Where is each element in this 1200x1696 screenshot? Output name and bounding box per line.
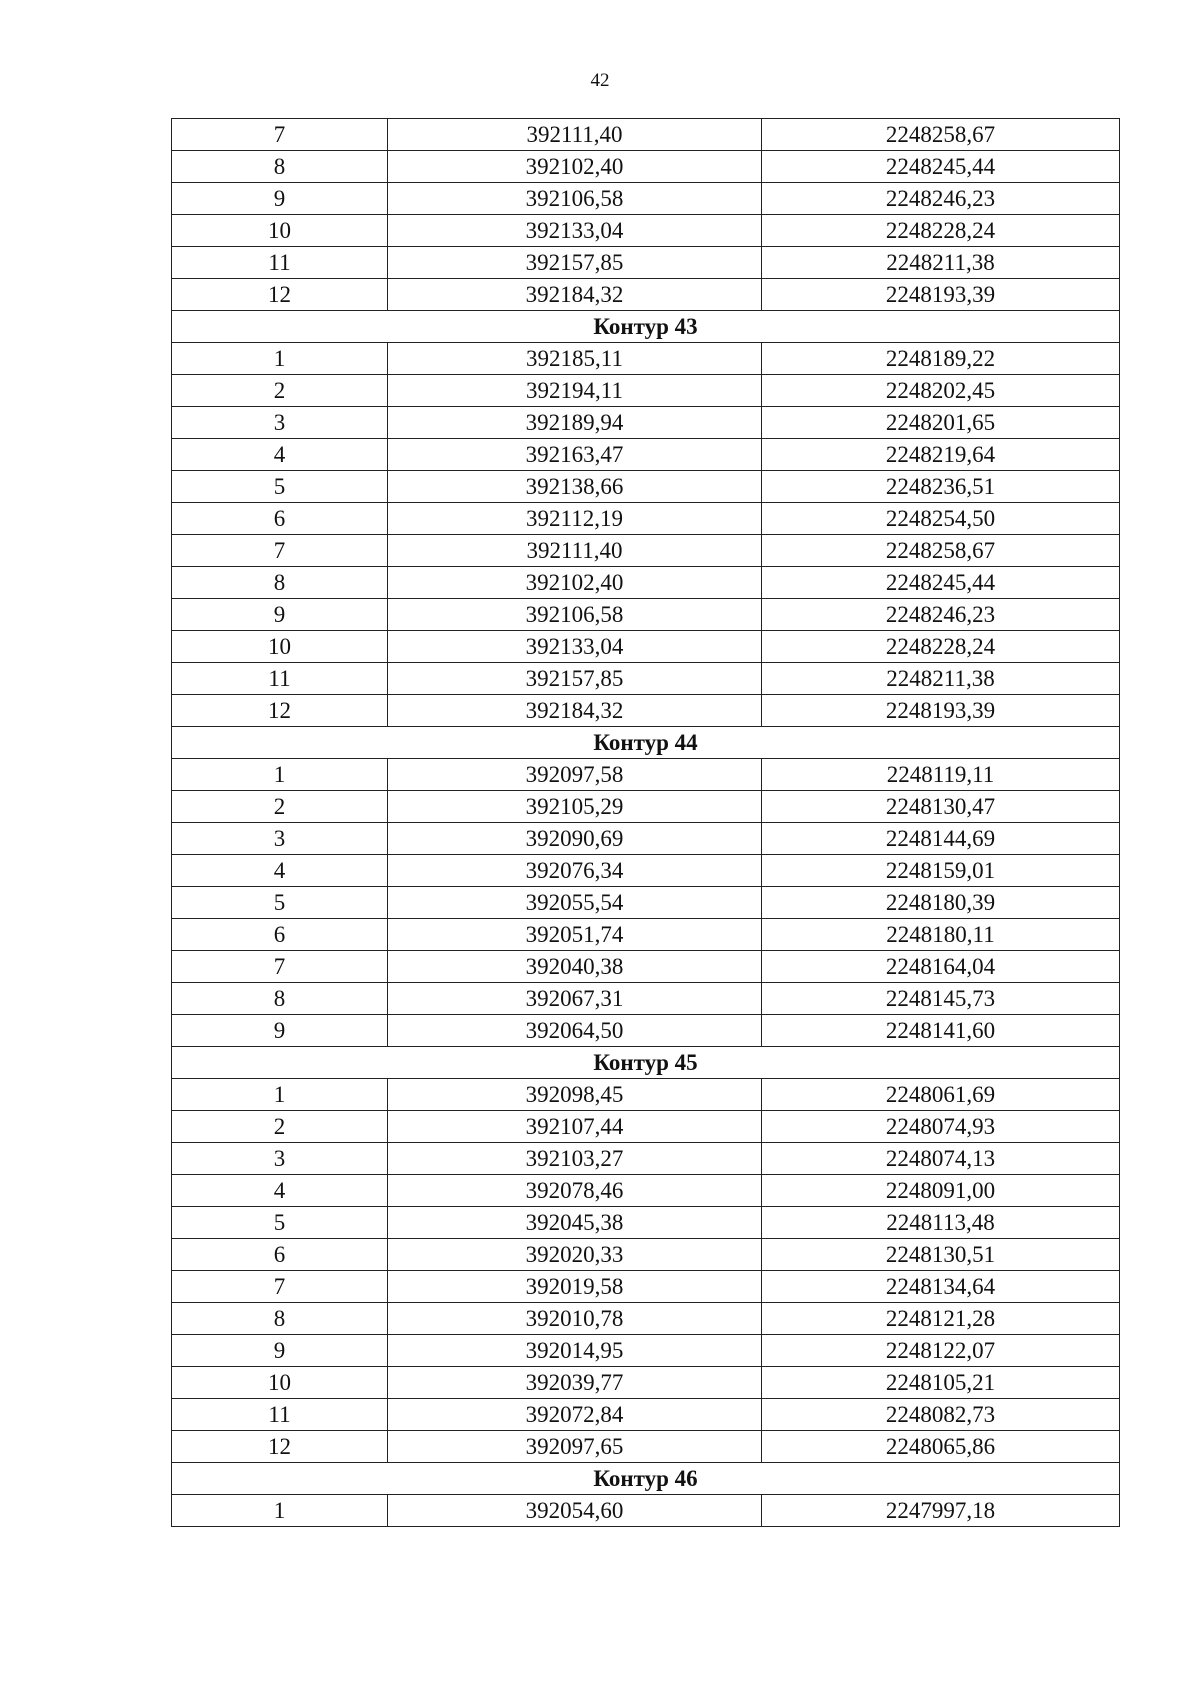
table-row <box>172 631 1120 663</box>
y-coordinate-cell: 2248246,23 <box>762 599 1120 631</box>
table-row <box>172 1303 1120 1335</box>
point-number-cell: 4 <box>172 1175 388 1207</box>
table-row <box>172 279 1120 311</box>
table-row <box>172 407 1120 439</box>
point-number-cell: 6 <box>172 1239 388 1271</box>
table-row <box>172 599 1120 631</box>
x-coordinate-cell: 392105,29 <box>388 791 762 823</box>
point-number-cell: 4 <box>172 855 388 887</box>
x-coordinate-cell: 392184,32 <box>388 695 762 727</box>
y-coordinate-cell: 2248144,69 <box>762 823 1120 855</box>
y-coordinate-cell: 2248201,65 <box>762 407 1120 439</box>
point-number-cell: 12 <box>172 695 388 727</box>
table-row <box>172 1335 1120 1367</box>
table-row <box>172 1015 1120 1047</box>
x-coordinate-cell: 392106,58 <box>388 183 762 215</box>
point-number-cell: 1 <box>172 1079 388 1111</box>
x-coordinate-cell: 392020,33 <box>388 1239 762 1271</box>
point-number-cell: 3 <box>172 1143 388 1175</box>
point-number-cell: 1 <box>172 343 388 375</box>
y-coordinate-cell: 2248091,00 <box>762 1175 1120 1207</box>
y-coordinate-cell: 2248145,73 <box>762 983 1120 1015</box>
point-number-cell: 7 <box>172 119 388 151</box>
y-coordinate-cell: 2248130,47 <box>762 791 1120 823</box>
contour-header-row <box>172 727 1120 759</box>
point-number-cell: 6 <box>172 919 388 951</box>
point-number-cell: 2 <box>172 791 388 823</box>
x-coordinate-cell: 392102,40 <box>388 151 762 183</box>
table-row <box>172 1143 1120 1175</box>
y-coordinate-cell: 2248113,48 <box>762 1207 1120 1239</box>
x-coordinate-cell: 392111,40 <box>388 119 762 151</box>
point-number-cell: 10 <box>172 631 388 663</box>
table-row <box>172 1079 1120 1111</box>
y-coordinate-cell: 2248258,67 <box>762 119 1120 151</box>
y-coordinate-cell: 2248236,51 <box>762 471 1120 503</box>
y-coordinate-cell: 2248228,24 <box>762 215 1120 247</box>
x-coordinate-cell: 392138,66 <box>388 471 762 503</box>
y-coordinate-cell: 2248134,64 <box>762 1271 1120 1303</box>
table-row <box>172 759 1120 791</box>
x-coordinate-cell: 392097,65 <box>388 1431 762 1463</box>
contour-title: Контур 43 <box>172 311 1120 343</box>
point-number-cell: 9 <box>172 599 388 631</box>
point-number-cell: 8 <box>172 151 388 183</box>
y-coordinate-cell: 2248245,44 <box>762 151 1120 183</box>
point-number-cell: 2 <box>172 375 388 407</box>
table-row <box>172 535 1120 567</box>
x-coordinate-cell: 392157,85 <box>388 663 762 695</box>
point-number-cell: 2 <box>172 1111 388 1143</box>
y-coordinate-cell: 2248228,24 <box>762 631 1120 663</box>
y-coordinate-cell: 2248141,60 <box>762 1015 1120 1047</box>
y-coordinate-cell: 2248193,39 <box>762 279 1120 311</box>
y-coordinate-cell: 2248164,04 <box>762 951 1120 983</box>
table-row <box>172 375 1120 407</box>
table-row <box>172 471 1120 503</box>
table-row <box>172 503 1120 535</box>
table-row <box>172 791 1120 823</box>
y-coordinate-cell: 2248246,23 <box>762 183 1120 215</box>
point-number-cell: 9 <box>172 1015 388 1047</box>
point-number-cell: 8 <box>172 1303 388 1335</box>
table-row <box>172 983 1120 1015</box>
point-number-cell: 7 <box>172 535 388 567</box>
table-row <box>172 695 1120 727</box>
x-coordinate-cell: 392045,38 <box>388 1207 762 1239</box>
y-coordinate-cell: 2248180,11 <box>762 919 1120 951</box>
point-number-cell: 1 <box>172 1495 388 1527</box>
x-coordinate-cell: 392102,40 <box>388 567 762 599</box>
x-coordinate-cell: 392106,58 <box>388 599 762 631</box>
x-coordinate-cell: 392078,46 <box>388 1175 762 1207</box>
table-row <box>172 439 1120 471</box>
x-coordinate-cell: 392067,31 <box>388 983 762 1015</box>
point-number-cell: 5 <box>172 1207 388 1239</box>
x-coordinate-cell: 392090,69 <box>388 823 762 855</box>
contour-header-row <box>172 1047 1120 1079</box>
x-coordinate-cell: 392098,45 <box>388 1079 762 1111</box>
x-coordinate-cell: 392157,85 <box>388 247 762 279</box>
table-row <box>172 919 1120 951</box>
x-coordinate-cell: 392064,50 <box>388 1015 762 1047</box>
x-coordinate-cell: 392133,04 <box>388 631 762 663</box>
coordinates-table <box>171 118 1120 1527</box>
point-number-cell: 9 <box>172 183 388 215</box>
x-coordinate-cell: 392014,95 <box>388 1335 762 1367</box>
x-coordinate-cell: 392054,60 <box>388 1495 762 1527</box>
table-row <box>172 183 1120 215</box>
y-coordinate-cell: 2248074,93 <box>762 1111 1120 1143</box>
coordinates-table-body <box>172 119 1120 1527</box>
x-coordinate-cell: 392184,32 <box>388 279 762 311</box>
point-number-cell: 8 <box>172 567 388 599</box>
x-coordinate-cell: 392076,34 <box>388 855 762 887</box>
x-coordinate-cell: 392112,19 <box>388 503 762 535</box>
table-row <box>172 1239 1120 1271</box>
y-coordinate-cell: 2248159,01 <box>762 855 1120 887</box>
contour-header-row <box>172 1463 1120 1495</box>
point-number-cell: 12 <box>172 279 388 311</box>
x-coordinate-cell: 392107,44 <box>388 1111 762 1143</box>
table-row <box>172 1111 1120 1143</box>
point-number-cell: 8 <box>172 983 388 1015</box>
contour-title: Контур 46 <box>172 1463 1120 1495</box>
x-coordinate-cell: 392055,54 <box>388 887 762 919</box>
table-row <box>172 119 1120 151</box>
contour-header-row <box>172 311 1120 343</box>
x-coordinate-cell: 392103,27 <box>388 1143 762 1175</box>
point-number-cell: 5 <box>172 887 388 919</box>
table-row <box>172 247 1120 279</box>
point-number-cell: 5 <box>172 471 388 503</box>
x-coordinate-cell: 392051,74 <box>388 919 762 951</box>
y-coordinate-cell: 2248211,38 <box>762 247 1120 279</box>
y-coordinate-cell: 2248189,22 <box>762 343 1120 375</box>
table-row <box>172 343 1120 375</box>
table-row <box>172 887 1120 919</box>
y-coordinate-cell: 2248122,07 <box>762 1335 1120 1367</box>
y-coordinate-cell: 2248258,67 <box>762 535 1120 567</box>
table-row <box>172 1175 1120 1207</box>
y-coordinate-cell: 2248065,86 <box>762 1431 1120 1463</box>
point-number-cell: 4 <box>172 439 388 471</box>
page-number: 42 <box>590 70 610 91</box>
x-coordinate-cell: 392010,78 <box>388 1303 762 1335</box>
point-number-cell: 9 <box>172 1335 388 1367</box>
y-coordinate-cell: 2248211,38 <box>762 663 1120 695</box>
y-coordinate-cell: 2248119,11 <box>762 759 1120 791</box>
y-coordinate-cell: 2247997,18 <box>762 1495 1120 1527</box>
x-coordinate-cell: 392185,11 <box>388 343 762 375</box>
y-coordinate-cell: 2248202,45 <box>762 375 1120 407</box>
table-row <box>172 1399 1120 1431</box>
point-number-cell: 3 <box>172 823 388 855</box>
y-coordinate-cell: 2248121,28 <box>762 1303 1120 1335</box>
x-coordinate-cell: 392072,84 <box>388 1399 762 1431</box>
point-number-cell: 11 <box>172 663 388 695</box>
point-number-cell: 7 <box>172 1271 388 1303</box>
point-number-cell: 10 <box>172 1367 388 1399</box>
point-number-cell: 6 <box>172 503 388 535</box>
table-row <box>172 951 1120 983</box>
point-number-cell: 10 <box>172 215 388 247</box>
table-row <box>172 823 1120 855</box>
x-coordinate-cell: 392133,04 <box>388 215 762 247</box>
point-number-cell: 11 <box>172 1399 388 1431</box>
table-row <box>172 1431 1120 1463</box>
x-coordinate-cell: 392189,94 <box>388 407 762 439</box>
x-coordinate-cell: 392019,58 <box>388 1271 762 1303</box>
point-number-cell: 11 <box>172 247 388 279</box>
point-number-cell: 3 <box>172 407 388 439</box>
x-coordinate-cell: 392163,47 <box>388 439 762 471</box>
y-coordinate-cell: 2248061,69 <box>762 1079 1120 1111</box>
point-number-cell: 12 <box>172 1431 388 1463</box>
point-number-cell: 7 <box>172 951 388 983</box>
table-row <box>172 151 1120 183</box>
y-coordinate-cell: 2248130,51 <box>762 1239 1120 1271</box>
table-row <box>172 663 1120 695</box>
y-coordinate-cell: 2248105,21 <box>762 1367 1120 1399</box>
y-coordinate-cell: 2248219,64 <box>762 439 1120 471</box>
x-coordinate-cell: 392097,58 <box>388 759 762 791</box>
table-row <box>172 215 1120 247</box>
table-row <box>172 1207 1120 1239</box>
point-number-cell: 1 <box>172 759 388 791</box>
y-coordinate-cell: 2248180,39 <box>762 887 1120 919</box>
y-coordinate-cell: 2248193,39 <box>762 695 1120 727</box>
x-coordinate-cell: 392039,77 <box>388 1367 762 1399</box>
y-coordinate-cell: 2248254,50 <box>762 503 1120 535</box>
table-row <box>172 1271 1120 1303</box>
contour-title: Контур 45 <box>172 1047 1120 1079</box>
y-coordinate-cell: 2248074,13 <box>762 1143 1120 1175</box>
contour-title: Контур 44 <box>172 727 1120 759</box>
x-coordinate-cell: 392040,38 <box>388 951 762 983</box>
table-row <box>172 855 1120 887</box>
table-row <box>172 1367 1120 1399</box>
y-coordinate-cell: 2248082,73 <box>762 1399 1120 1431</box>
y-coordinate-cell: 2248245,44 <box>762 567 1120 599</box>
table-row <box>172 567 1120 599</box>
x-coordinate-cell: 392111,40 <box>388 535 762 567</box>
x-coordinate-cell: 392194,11 <box>388 375 762 407</box>
table-row <box>172 1495 1120 1527</box>
